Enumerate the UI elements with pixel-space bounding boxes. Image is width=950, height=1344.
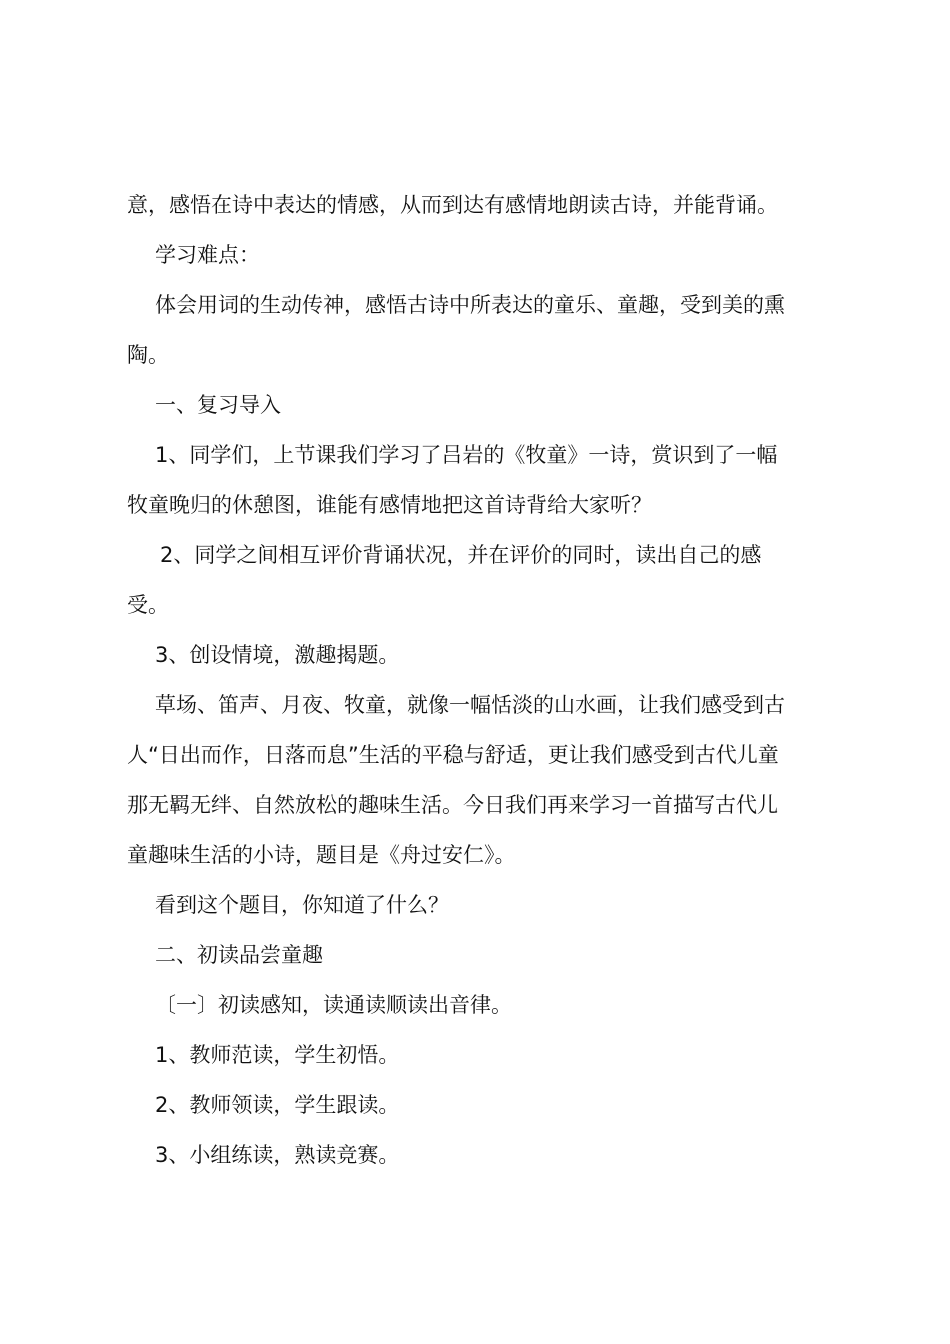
list-item: 1、教师范读，学生初悟。 [155,1043,400,1067]
section-heading-review: 一、复习导入 [155,393,281,417]
paragraph-line: 体会用词的生动传神，感悟古诗中所表达的童乐、童趣，受到美的熏 [155,293,785,317]
paragraph-line: 童趣味生活的小诗，题目是《舟过安仁》。 [127,843,516,867]
section-heading-first-reading: 二、初读品尝童趣 [155,943,323,967]
paragraph-line: 3、创设情境，激趣揭题。 [155,643,400,667]
heading-learning-difficulty: 学习难点： [155,243,260,267]
paragraph-line: 意，感悟在诗中表达的情感，从而到达有感情地朗读古诗，并能背诵。 [127,193,778,217]
document-body [127,180,833,1180]
paragraph-line: 看到这个题目，你知道了什么？ [155,893,449,917]
paragraph-line: 2、同学之间相互评价背诵状况，并在评价的同时，读出自己的感 [160,543,762,567]
paragraph-line: 受。 [127,593,169,617]
paragraph-line: 牧童晚归的休憩图，谁能有感情地把这首诗背给大家听？ [127,493,652,517]
paragraph-line: 陶。 [127,343,169,367]
subsection-heading: 〔一〕初读感知，读通读顺读出音律。 [155,993,512,1017]
paragraph-line: 1、同学们，上节课我们学习了吕岩的《牧童》一诗，赏识到了一幅 [155,443,778,467]
paragraph-line: 那无羁无绊、自然放松的趣味生活。今日我们再来学习一首描写古代儿 [127,793,778,817]
list-item: 2、教师领读，学生跟读。 [155,1093,400,1117]
paragraph-line: 人“日出而作，日落而息”生活的平稳与舒适，更让我们感受到古代儿童 [127,743,779,767]
list-item: 3、小组练读，熟读竞赛。 [155,1143,400,1167]
paragraph-line: 草场、笛声、月夜、牧童，就像一幅恬淡的山水画，让我们感受到古 [155,693,785,717]
